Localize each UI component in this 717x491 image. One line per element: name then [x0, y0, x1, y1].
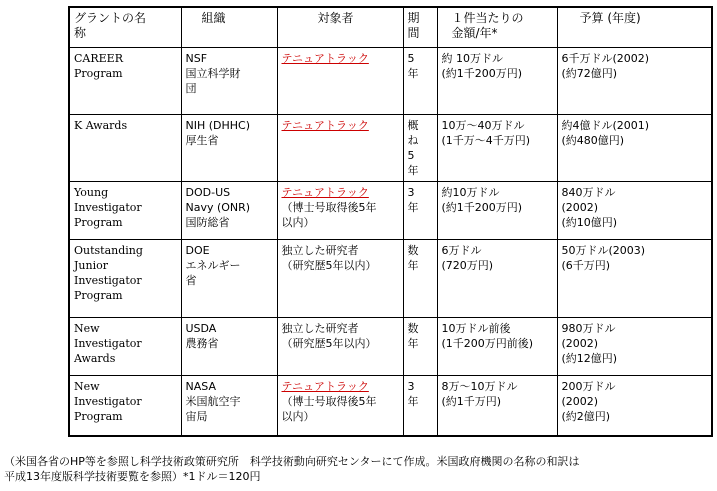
program-name-cell: New Investigator Awards [69, 317, 181, 375]
amount-cell: 8万〜10万ドル (約1千万円) [437, 375, 557, 436]
organization-cell: NASA 米国航空宇 宙局 [181, 375, 277, 436]
amount-cell: 約10万ドル (約1千200万円) [437, 181, 557, 239]
program-name-cell: New Investigator Program [69, 375, 181, 436]
program-name-cell: K Awards [69, 114, 181, 181]
footnote-line: （米国各省のHP等を参照し科学技術政策研究所 科学技術動向研究センターにて作成。米国政府機関の名称の和訳は [4, 455, 580, 468]
target-label: 独立した研究者 [281, 321, 359, 335]
organization-cell: NIH (DHHC) 厚生省 [181, 114, 277, 181]
target-cell: テニュアトラック （博士号取得後5年 以内） [277, 375, 403, 436]
target-cell: テニュアトラック （博士号取得後5年 以内） [277, 181, 403, 239]
table-body [69, 47, 712, 436]
amount-cell: 10万〜40万ドル (1千万〜4千万円) [437, 114, 557, 181]
organization-cell: NSF 国立科学財 団 [181, 47, 277, 114]
table-row [69, 181, 712, 239]
period-cell: 3 年 [403, 375, 437, 436]
organization-cell: USDA 農務省 [181, 317, 277, 375]
target-cell [277, 47, 403, 114]
amount-cell: 10万ドル前後 (1千200万円前後) [437, 317, 557, 375]
period-cell: 数 年 [403, 239, 437, 317]
table-row [69, 47, 712, 114]
target-label: 独立した研究者 [281, 243, 359, 257]
header-organization: 組織 [181, 7, 277, 47]
footnote [4, 454, 716, 484]
header-program: グラントの名 称 [69, 7, 181, 47]
target-cell: 独立した研究者 （研究歴5年以内） [277, 317, 403, 375]
header-row [69, 7, 712, 47]
organization-cell: DOE エネルギー 省 [181, 239, 277, 317]
tenure-track-link[interactable]: テニュアトラック [281, 185, 369, 199]
program-name-cell: CAREER Program [69, 47, 181, 114]
header-target: 対象者 [277, 7, 403, 47]
program-name-cell: Young Investigator Program [69, 181, 181, 239]
header-budget: 予算 (年度) [557, 7, 712, 47]
footnote-line: 平成13年度版科学技術要覧を参照）*1ドル＝120円 [4, 470, 261, 483]
target-cell: 独立した研究者 （研究歴5年以内） [277, 239, 403, 317]
header-period: 期 間 [403, 7, 437, 47]
table-row [69, 317, 712, 375]
budget-cell: 約4億ドル(2001) (約480億円) [557, 114, 712, 181]
budget-cell: 6千万ドル(2002) (約72億円) [557, 47, 712, 114]
budget-cell: 50万ドル(2003) (6千万円) [557, 239, 712, 317]
table-row [69, 114, 712, 181]
tenure-track-link[interactable]: テニュアトラック [281, 118, 369, 132]
period-cell: 5 年 [403, 47, 437, 114]
tenure-track-link[interactable]: テニュアトラック [281, 379, 369, 393]
header-amount: １件当たりの 金額/年* [437, 7, 557, 47]
period-cell: 数 年 [403, 317, 437, 375]
period-cell: 概 ね 5 年 [403, 114, 437, 181]
target-cell [277, 114, 403, 181]
tenure-track-link[interactable]: テニュアトラック [281, 51, 369, 65]
amount-cell: 約 10万ドル (約1千200万円) [437, 47, 557, 114]
budget-cell: 980万ドル (2002) (約12億円) [557, 317, 712, 375]
budget-cell: 840万ドル (2002) (約10億円) [557, 181, 712, 239]
grants-table [68, 6, 713, 437]
table-row [69, 375, 712, 436]
program-name-cell: Outstanding Junior Investigator Program [69, 239, 181, 317]
period-cell: 3 年 [403, 181, 437, 239]
amount-cell: 6万ドル (720万円) [437, 239, 557, 317]
budget-cell: 200万ドル (2002) (約2億円) [557, 375, 712, 436]
table-row [69, 239, 712, 317]
organization-cell: DOD-US Navy (ONR) 国防総省 [181, 181, 277, 239]
